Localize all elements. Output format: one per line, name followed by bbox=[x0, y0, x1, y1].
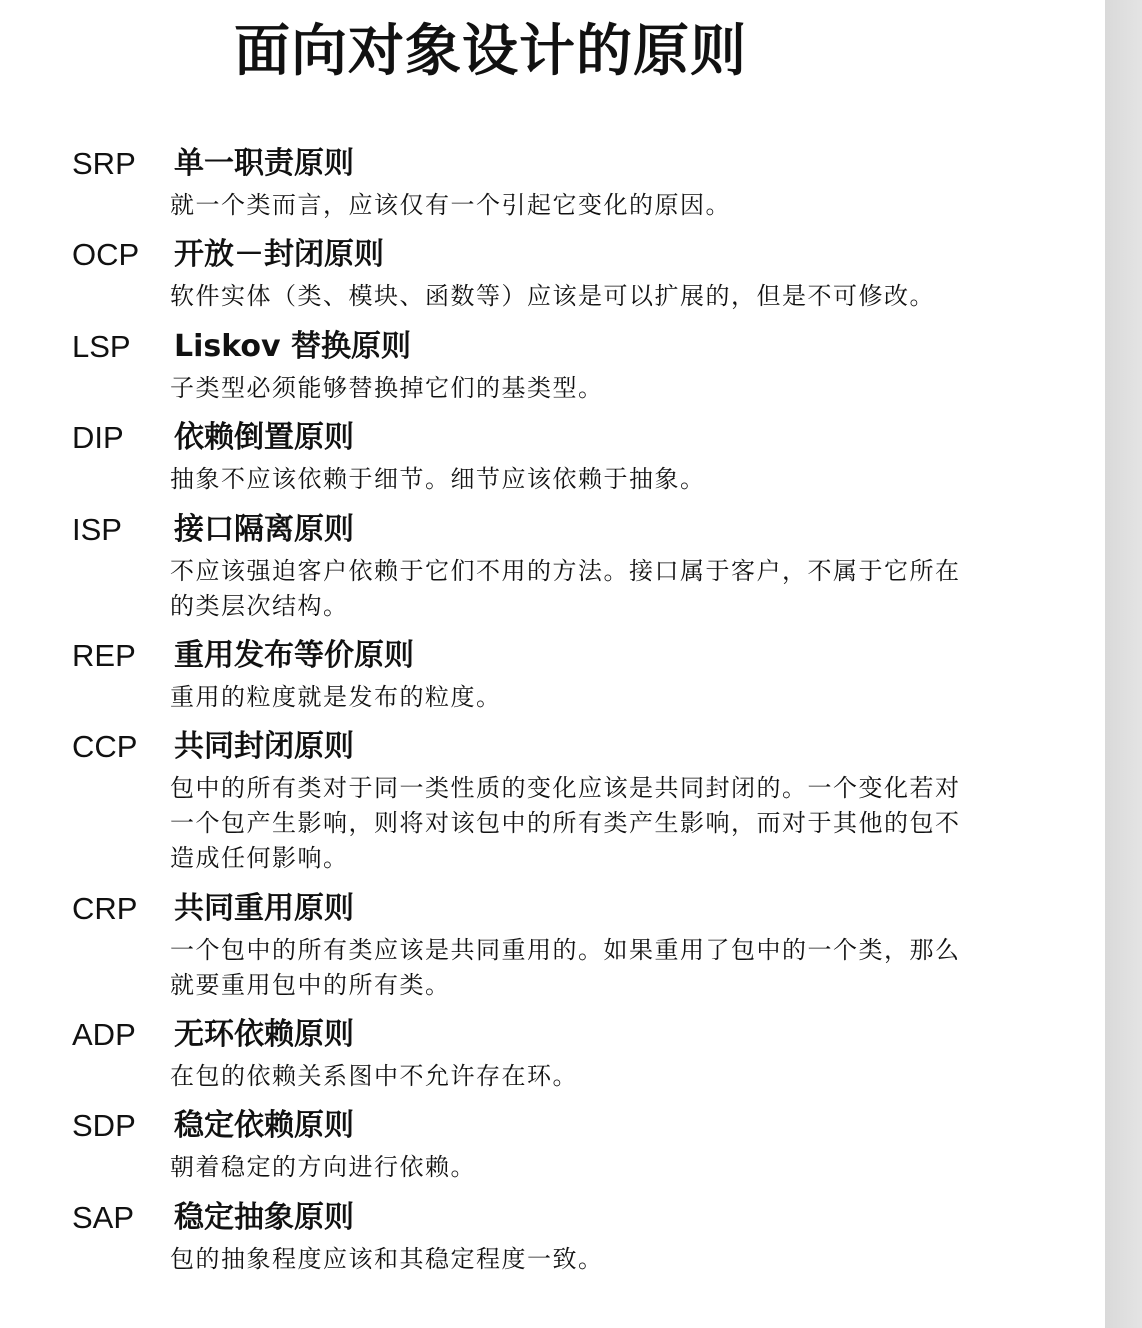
principle-abbr: ISP bbox=[72, 512, 122, 547]
principle-name: 单一职责原则 bbox=[174, 146, 354, 181]
principle-name: 依赖倒置原则 bbox=[174, 420, 354, 455]
principle-abbr: ADP bbox=[72, 1017, 136, 1052]
principle-abbr: CRP bbox=[72, 891, 138, 926]
principle-desc: 一个包中的所有类应该是共同重用的。如果重用了包中的一个类，那么就要重用包中的所有类。 bbox=[170, 936, 961, 999]
principle-desc: 就一个类而言，应该仅有一个引起它变化的原因。 bbox=[170, 191, 731, 219]
principle-abbr: SDP bbox=[72, 1108, 136, 1143]
principle-name: Liskov 替换原则 bbox=[174, 329, 412, 364]
principle-desc: 包中的所有类对于同一类性质的变化应该是共同封闭的。一个变化若对一个包产生影响，则将对该包中的所有类产生影响，而对于其他的包不造成任何影响。 bbox=[170, 774, 961, 872]
principle-name: 共同重用原则 bbox=[174, 891, 354, 926]
principle-desc: 重用的粒度就是发布的粒度。 bbox=[170, 683, 502, 711]
principle-abbr: SAP bbox=[72, 1200, 135, 1235]
principle-desc: 子类型必须能够替换掉它们的基类型。 bbox=[170, 374, 604, 402]
principle-name: 稳定抽象原则 bbox=[174, 1200, 354, 1235]
principle-desc: 抽象不应该依赖于细节。细节应该依赖于抽象。 bbox=[170, 465, 706, 493]
principle-abbr: OCP bbox=[72, 237, 140, 272]
principle-abbr: DIP bbox=[72, 420, 124, 455]
principle-name: 开放－封闭原则 bbox=[174, 237, 384, 272]
principle-name: 共同封闭原则 bbox=[174, 729, 354, 764]
principle-abbr: REP bbox=[72, 638, 136, 673]
principle-name: 无环依赖原则 bbox=[174, 1017, 354, 1052]
principle-desc: 在包的依赖关系图中不允许存在环。 bbox=[170, 1062, 578, 1090]
viewer-gutter bbox=[1105, 0, 1142, 1328]
page-title: 面向对象设计的原则 bbox=[234, 19, 747, 84]
principle-desc: 软件实体（类、模块、函数等）应该是可以扩展的，但是不可修改。 bbox=[170, 282, 935, 310]
principle-desc: 包的抽象程度应该和其稳定程度一致。 bbox=[170, 1245, 604, 1273]
principle-name: 稳定依赖原则 bbox=[174, 1108, 354, 1143]
principle-name: 接口隔离原则 bbox=[174, 512, 354, 547]
principle-abbr: CCP bbox=[72, 729, 138, 764]
principle-name: 重用发布等价原则 bbox=[174, 638, 414, 673]
principle-desc: 朝着稳定的方向进行依赖。 bbox=[170, 1153, 476, 1181]
principle-abbr: LSP bbox=[72, 329, 131, 364]
principle-abbr: SRP bbox=[72, 146, 136, 181]
principle-desc: 不应该强迫客户依赖于它们不用的方法。接口属于客户，不属于它所在的类层次结构。 bbox=[170, 557, 961, 620]
